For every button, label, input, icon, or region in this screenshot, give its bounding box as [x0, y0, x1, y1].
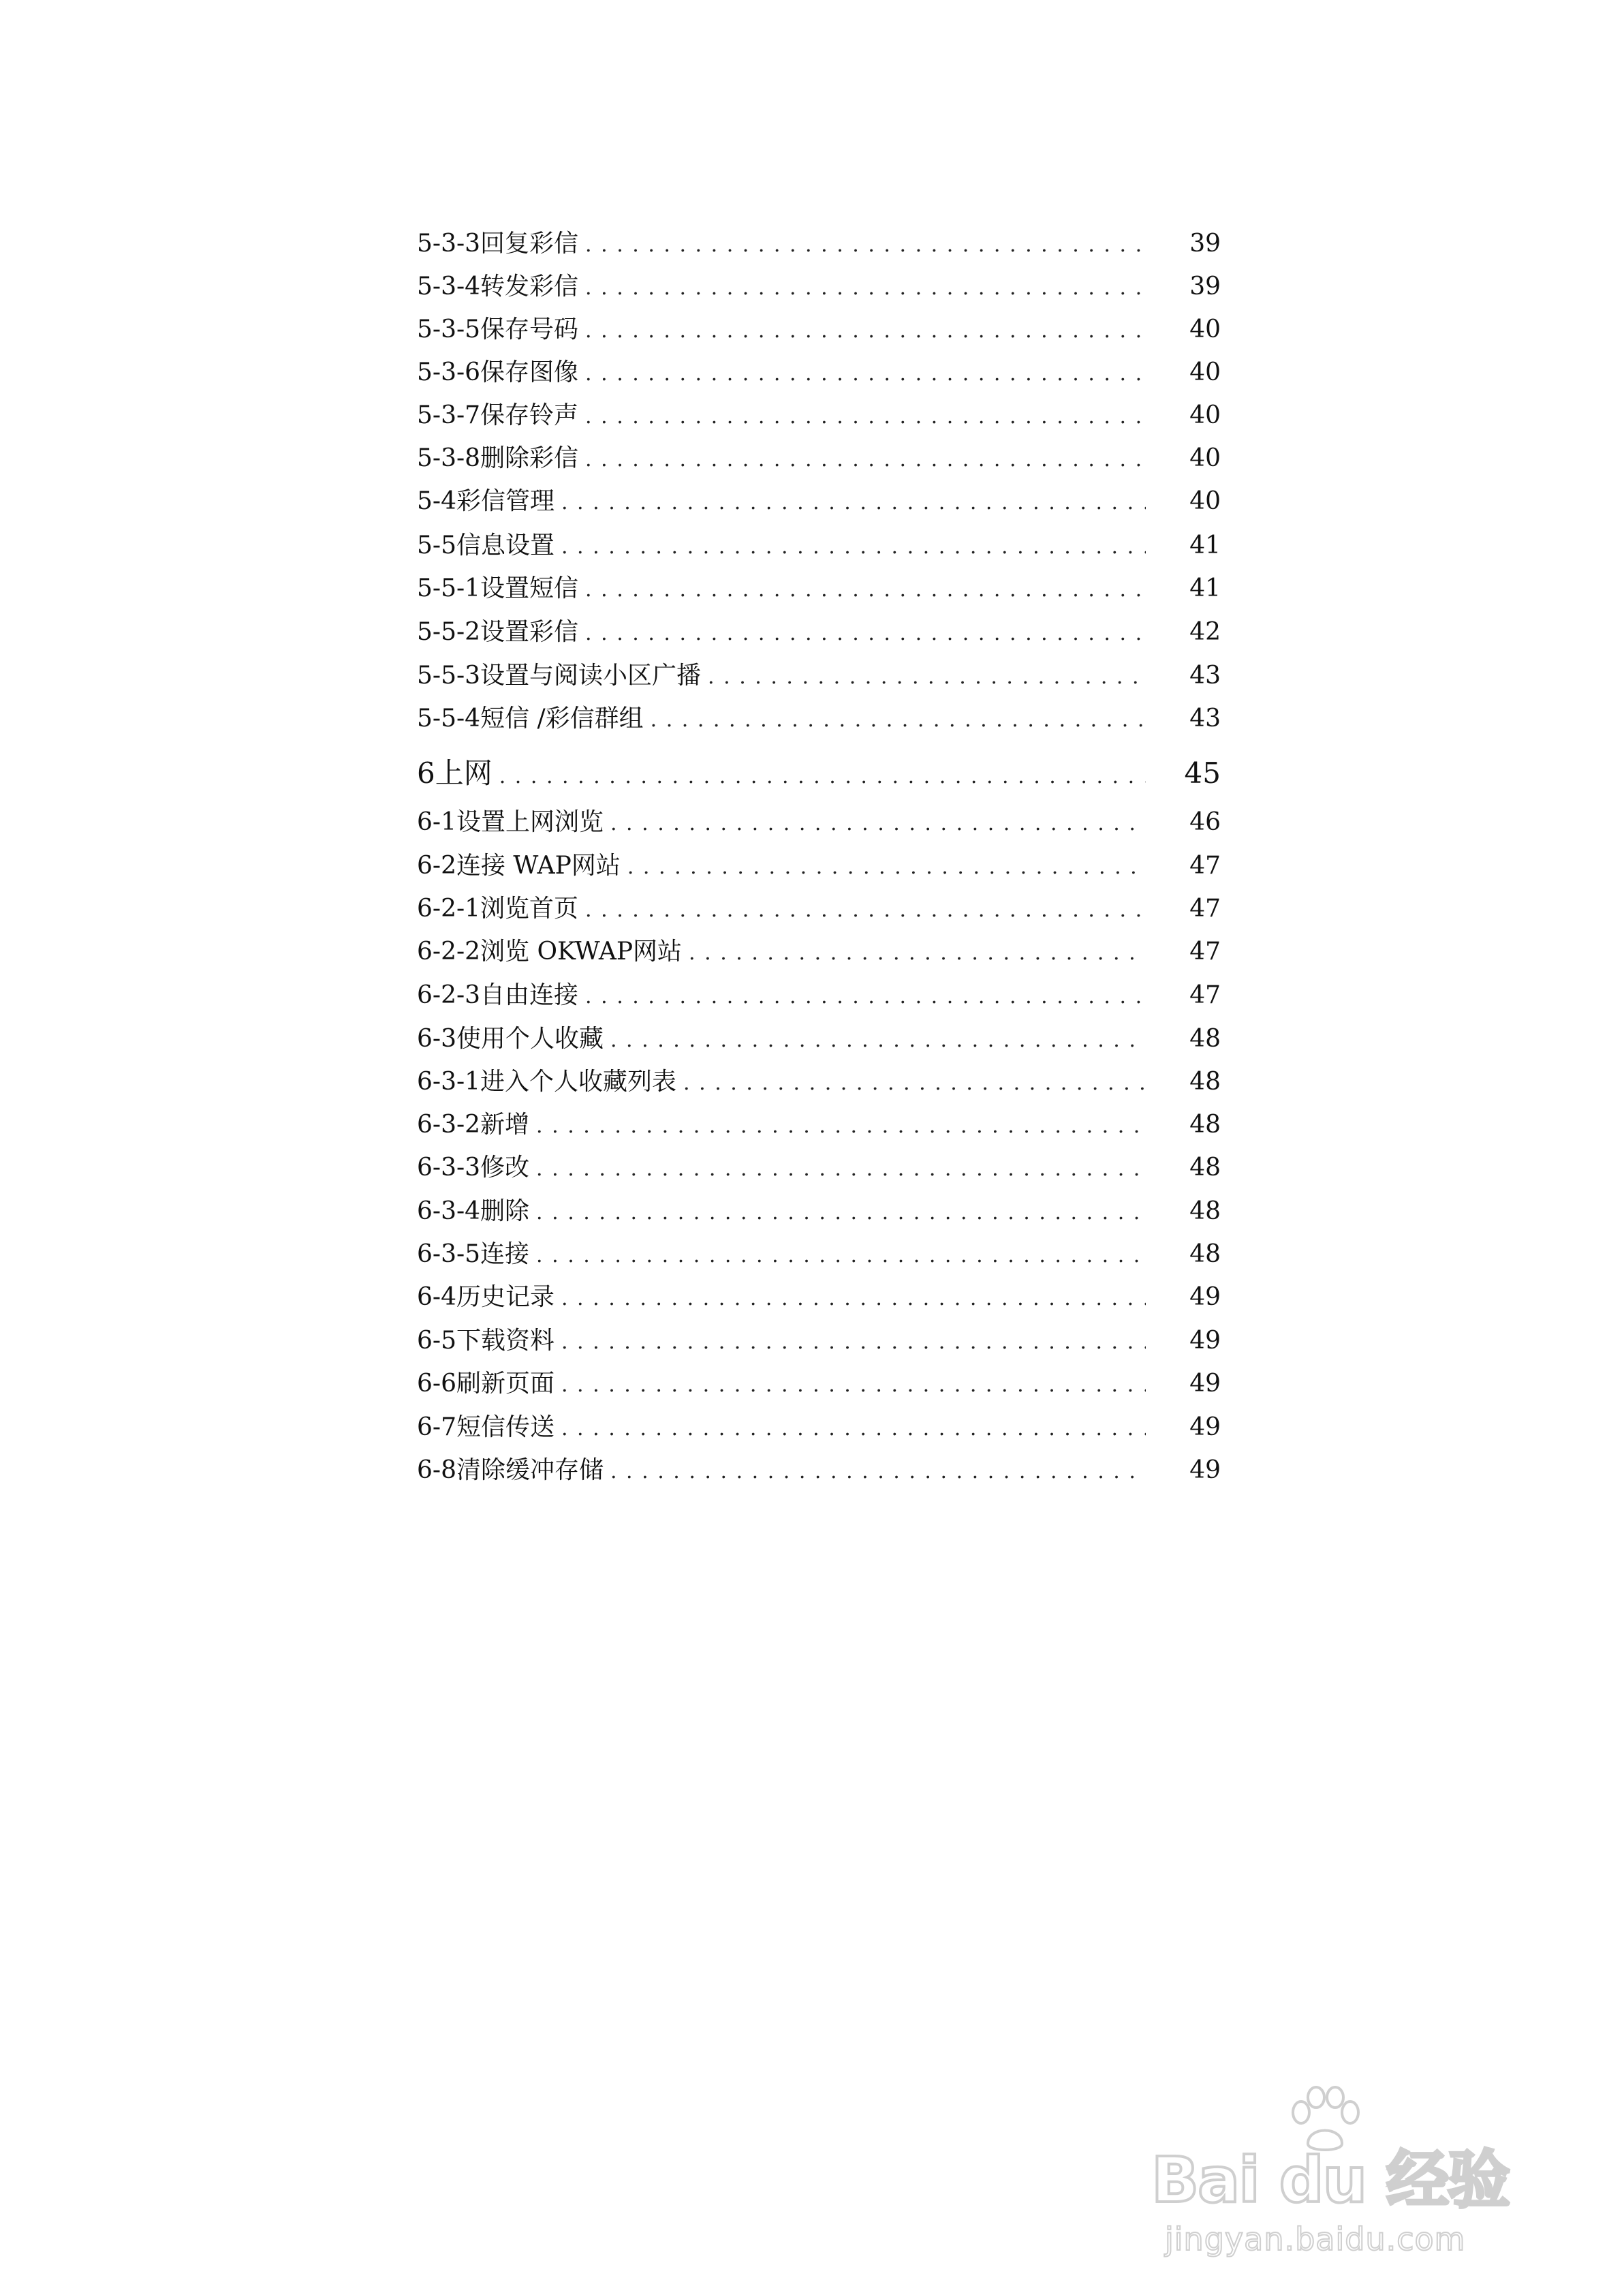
- toc-entry-title: 6-3-5连接: [417, 1240, 530, 1268]
- toc-entry[interactable]: [417, 1020, 1221, 1058]
- toc-chapter-page: 45: [1184, 756, 1221, 790]
- toc-entry-title: 6-2-1浏览首页: [417, 895, 579, 923]
- toc-entry-page: 46: [1189, 808, 1221, 836]
- toc-entry-title: 6-3-2新增: [417, 1111, 530, 1139]
- toc-entry[interactable]: [417, 657, 1221, 695]
- toc-dot-leader: [585, 312, 1146, 350]
- watermark-url: jingyan.baidu.com: [1165, 2221, 1466, 2258]
- toc-entry[interactable]: [417, 482, 1221, 521]
- toc-entry-title: 5-4彩信管理: [417, 487, 555, 515]
- toc-entry-title: 5-3-3回复彩信: [417, 230, 579, 258]
- toc-dot-leader: [610, 1021, 1146, 1060]
- toc-entry-title: 5-3-7保存铃声: [417, 401, 579, 429]
- toc-entry-page: 48: [1189, 1111, 1221, 1139]
- toc-dot-leader: [536, 1107, 1146, 1145]
- toc-dot-leader: [585, 571, 1146, 609]
- toc-entry[interactable]: [417, 700, 1221, 738]
- toc-dot-leader: [627, 848, 1146, 887]
- toc-entry-title: 5-5-2设置彩信: [417, 618, 579, 646]
- toc-dot-leader: [536, 1150, 1146, 1188]
- toc-entry-page: 41: [1189, 574, 1221, 602]
- toc-entry[interactable]: [417, 268, 1221, 306]
- toc-entry[interactable]: [417, 570, 1221, 608]
- toc-dot-leader: [683, 1064, 1146, 1103]
- toc-entry-page: 41: [1189, 532, 1221, 559]
- toc-entry[interactable]: [417, 803, 1221, 842]
- toc-entry[interactable]: [417, 225, 1221, 263]
- toc-entry-page: 49: [1189, 1370, 1221, 1398]
- toc-dot-leader: [561, 1323, 1146, 1361]
- toc-entry-page: 48: [1189, 1025, 1221, 1053]
- toc-entry-title: 6-2-2浏览 OKWAP网站: [417, 938, 683, 966]
- toc-entry-title: 6-3-4删除: [417, 1197, 530, 1225]
- toc-entry-title: 5-3-4转发彩信: [417, 273, 579, 301]
- toc-entry-title: 6-3-3修改: [417, 1154, 530, 1182]
- toc-dot-leader: [536, 1237, 1146, 1275]
- toc-entry[interactable]: [417, 527, 1221, 565]
- toc-entry-page: 39: [1189, 230, 1221, 258]
- toc-entry-title: 6-5下载资料: [417, 1327, 555, 1355]
- toc-entry-title: 5-5信息设置: [417, 532, 555, 559]
- toc-entry-title: 6-2-3自由连接: [417, 981, 579, 1009]
- toc-dot-leader: [585, 978, 1146, 1016]
- toc-entry-title: 6-3-1进入个人收藏列表: [417, 1068, 677, 1096]
- toc-dot-leader: [561, 1410, 1146, 1448]
- toc-entry[interactable]: [417, 1149, 1221, 1187]
- toc-dot-leader: [610, 1453, 1146, 1491]
- toc-entry-title: 5-5-4短信 /彩信群组: [417, 705, 644, 733]
- toc-entry-page: 48: [1189, 1240, 1221, 1268]
- toc-entry[interactable]: [417, 976, 1221, 1015]
- toc-entry-page: 42: [1189, 618, 1221, 646]
- toc-entry-page: 49: [1189, 1327, 1221, 1355]
- toc-entry-title: 5-5-1设置短信: [417, 574, 579, 602]
- toc-entry-page: 40: [1189, 487, 1221, 515]
- toc-entry[interactable]: [417, 1322, 1221, 1360]
- toc-chapter-entry[interactable]: [417, 751, 1221, 796]
- paw-icon: [1287, 2085, 1362, 2153]
- toc-entry[interactable]: [417, 354, 1221, 392]
- toc-entry-page: 40: [1189, 444, 1221, 472]
- toc-entry[interactable]: [417, 1278, 1221, 1316]
- toc-entry-page: 43: [1189, 705, 1221, 733]
- toc-entry-page: 48: [1189, 1197, 1221, 1225]
- toc-dot-leader: [561, 484, 1146, 522]
- toc-entry-page: 47: [1189, 852, 1221, 880]
- toc-entry-title: 6-3使用个人收藏: [417, 1025, 604, 1053]
- toc-entry-page: 49: [1189, 1283, 1221, 1311]
- toc-entry[interactable]: [417, 933, 1221, 971]
- toc-dot-leader: [585, 269, 1146, 307]
- toc-entry-page: 49: [1189, 1413, 1221, 1441]
- toc-entry-page: 47: [1189, 981, 1221, 1009]
- toc-entry-title: 6-6刷新页面: [417, 1370, 555, 1398]
- toc-entry-page: 47: [1189, 938, 1221, 966]
- toc-entry-title: 5-3-6保存图像: [417, 358, 579, 386]
- toc-entry-title: 6-1设置上网浏览: [417, 808, 604, 836]
- toc-entry[interactable]: [417, 1408, 1221, 1447]
- toc-entry-page: 48: [1189, 1068, 1221, 1096]
- toc-entry-title: 6-8清除缓冲存储: [417, 1456, 604, 1484]
- toc-dot-leader: [585, 441, 1146, 479]
- toc-dot-leader: [585, 615, 1146, 653]
- toc-entry[interactable]: [417, 311, 1221, 349]
- toc-entry[interactable]: [417, 1451, 1221, 1490]
- toc-dot-leader: [689, 934, 1146, 972]
- toc-dot-leader: [585, 226, 1146, 264]
- toc-entry[interactable]: [417, 1235, 1221, 1274]
- toc-dot-leader: [585, 891, 1146, 929]
- toc-entry-page: 48: [1189, 1154, 1221, 1182]
- toc-entry[interactable]: [417, 890, 1221, 928]
- toc-entry-page: 47: [1189, 895, 1221, 923]
- toc-dot-leader: [708, 658, 1146, 696]
- toc-dot-leader: [651, 701, 1146, 739]
- toc-entry-title: 6-2连接 WAP网站: [417, 852, 621, 880]
- toc-entry[interactable]: [417, 440, 1221, 478]
- toc-dot-leader: [499, 754, 1146, 799]
- toc-entry-title: 6-4历史记录: [417, 1283, 555, 1311]
- toc-entry[interactable]: [417, 1106, 1221, 1144]
- toc-entry[interactable]: [417, 397, 1221, 435]
- baidu-jingyan-watermark: [1151, 2085, 1533, 2262]
- toc-entry-page: 43: [1189, 662, 1221, 690]
- toc-entry-page: 40: [1189, 315, 1221, 343]
- toc-entry[interactable]: [417, 1063, 1221, 1101]
- toc-dot-leader: [536, 1194, 1146, 1232]
- toc-entry[interactable]: [417, 613, 1221, 651]
- toc-entry[interactable]: [417, 1192, 1221, 1231]
- toc-entry[interactable]: [417, 847, 1221, 885]
- toc-entry-title: 5-5-3设置与阅读小区广播: [417, 662, 702, 690]
- toc-dot-leader: [610, 805, 1146, 843]
- toc-chapter-title: 6上网: [417, 756, 493, 790]
- toc-dot-leader: [561, 1366, 1146, 1404]
- toc-entry-page: 40: [1189, 401, 1221, 429]
- toc-entry-title: 6-7短信传送: [417, 1413, 555, 1441]
- toc-entry-title: 5-3-5保存号码: [417, 315, 579, 343]
- toc-entry[interactable]: [417, 1365, 1221, 1403]
- toc-dot-leader: [561, 1280, 1146, 1318]
- toc-entry-page: 40: [1189, 358, 1221, 386]
- watermark-logo-text: Bai du 经验: [1151, 2144, 1510, 2217]
- toc-entry-page: 39: [1189, 273, 1221, 301]
- toc-dot-leader: [561, 528, 1146, 566]
- toc-dot-leader: [585, 355, 1146, 393]
- toc-dot-leader: [585, 398, 1146, 436]
- toc-entry-title: 5-3-8删除彩信: [417, 444, 579, 472]
- toc-entry-page: 49: [1189, 1456, 1221, 1484]
